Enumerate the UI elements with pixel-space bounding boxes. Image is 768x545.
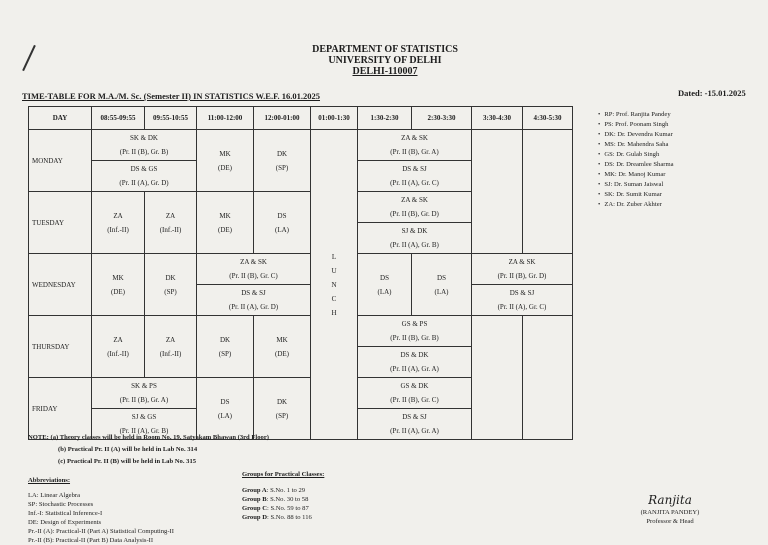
class-cell: DS & SJ (Pr. II (A), Gr. C) [358, 161, 472, 192]
class-cell: DK (SP) [254, 130, 311, 192]
class-cell: DK (SP) [145, 254, 197, 316]
empty-cell [523, 316, 573, 440]
signature-block [620, 492, 720, 526]
notes-section [28, 432, 269, 468]
university-address: DELHI-110007 [352, 66, 418, 77]
class-cell: ZA & SK (Pr. II (B), Gr. D) [472, 254, 573, 285]
class-cell: SJ & DK (Pr. II (A), Gr. B) [358, 223, 472, 254]
faculty-item: • ZA: Dr. Zuber Akhter [598, 200, 674, 210]
class-cell: DK (SP) [197, 316, 254, 378]
timetable-title: TIME-TABLE FOR M.A./M. Sc. (Semester II) IN STATISTICS W.E.F. 16.01.2025 [22, 91, 320, 101]
class-cell: ZA & SK (Pr. II (B), Gr. D) [358, 192, 472, 223]
group-item: Group B: S.No. 30 to 58 [242, 496, 309, 503]
signatory-role: Professor & Head [646, 518, 694, 525]
header-slot: 11:00-12:00 [197, 107, 254, 130]
note-a: (a) Theory classes will be held in Room No. 19, Satyakam Bhawan (3rd Floor) [50, 434, 269, 441]
abbreviation-item: DE: Design of Experiments [28, 519, 102, 526]
class-cell: GS & PS (Pr. II (B), Gr. B) [358, 316, 472, 347]
note-c: (c) Practical Pr. II (B) will be held in Lab No. 315 [58, 458, 197, 465]
abbreviations-section [28, 476, 174, 545]
class-cell: SJ & GS (Pr. II (A), Gr. B) [92, 409, 197, 440]
class-cell: ZA & SK (Pr. II (B), Gr. C) [197, 254, 311, 285]
wednesday-row [29, 254, 573, 285]
groups-section [242, 470, 324, 522]
class-cell: DK (SP) [254, 378, 311, 440]
abbreviation-item: LA: Linear Algebra [28, 492, 80, 499]
department-name: DEPARTMENT OF STATISTICS [312, 44, 458, 55]
abbreviation-item: Inf.-I: Statistical Inference-I [28, 510, 103, 517]
pen-mark [22, 45, 36, 71]
note-label: NOTE: [28, 434, 49, 441]
class-cell: DS & DK (Pr. II (A), Gr. A) [358, 347, 472, 378]
header-slot: 08:55-09:55 [92, 107, 145, 130]
class-cell: SK & DK (Pr. II (B), Gr. B) [92, 130, 197, 161]
timetable-grid [28, 106, 573, 440]
faculty-item: • DS: Dr. Dreamlee Sharma [598, 160, 674, 170]
header-slot: 1:30-2:30 [358, 107, 412, 130]
faculty-item: • RP: Prof. Ranjita Pandey [598, 110, 674, 120]
class-cell: ZA (Inf.-II) [145, 192, 197, 254]
signatory-name: (RANJITA PANDEY) [640, 509, 700, 516]
faculty-item: • MK: Dr. Manoj Kumar [598, 170, 674, 180]
header-slot: 2:30-3:30 [412, 107, 472, 130]
abbreviations-heading: Abbreviations: [28, 477, 71, 484]
faculty-item: • SK: Dr. Sumit Kumar [598, 190, 674, 200]
monday-row [29, 130, 573, 161]
header-slot: 01:00-1:30 [311, 107, 358, 130]
empty-cell [472, 316, 523, 440]
empty-cell [523, 130, 573, 254]
class-cell: GS & DK (Pr. II (B), Gr. C) [358, 378, 472, 409]
class-cell: MK (DE) [197, 130, 254, 192]
class-cell: MK (DE) [254, 316, 311, 378]
class-cell: MK (DE) [92, 254, 145, 316]
class-cell: DS & SJ (Pr. II (A), Gr. A) [358, 409, 472, 440]
faculty-legend [598, 110, 674, 210]
university-name: UNIVERSITY OF DELHI [328, 55, 442, 66]
class-cell: DS (LA) [358, 254, 412, 316]
class-cell: DS & SJ (Pr. II (A), Gr. D) [197, 285, 311, 316]
thursday-row [29, 316, 573, 347]
group-item: Group C: S.No. 59 to 87 [242, 505, 309, 512]
day-thursday: THURSDAY [29, 316, 92, 378]
class-cell: DS (LA) [412, 254, 472, 316]
abbreviation-item: Pr.-II (A): Practical-II (Part A) Statistical Computing-II [28, 528, 174, 535]
day-monday: MONDAY [29, 130, 92, 192]
class-cell: MK (DE) [197, 192, 254, 254]
class-cell: ZA (Inf.-II) [92, 316, 145, 378]
class-cell: ZA (Inf.-II) [145, 316, 197, 378]
class-cell: DS (LA) [197, 378, 254, 440]
note-b: (b) Practical Pr. II (A) will be held in Lab No. 314 [58, 446, 198, 453]
header-slot: 09:55-10:55 [145, 107, 197, 130]
class-cell: DS & GS (Pr. II (A), Gr. D) [92, 161, 197, 192]
faculty-item: • DK: Dr. Devendra Kumar [598, 130, 674, 140]
class-cell: ZA & SK (Pr. II (B), Gr. A) [358, 130, 472, 161]
header-slot: 3:30-4:30 [472, 107, 523, 130]
group-item: Group D: S.No. 88 to 116 [242, 514, 312, 521]
faculty-item: • GS: Dr. Gulab Singh [598, 150, 674, 160]
faculty-item: • PS: Prof. Poonam Singh [598, 120, 674, 130]
day-tuesday: TUESDAY [29, 192, 92, 254]
header-day: DAY [29, 107, 92, 130]
date-stamp: Dated: -15.01.2025 [678, 88, 746, 98]
header-slot: 4:30-5:30 [523, 107, 573, 130]
handwritten-signature: Ranjita [648, 493, 692, 507]
class-cell: DS (LA) [254, 192, 311, 254]
class-cell: SK & PS (Pr. II (B), Gr. A) [92, 378, 197, 409]
empty-cell [472, 130, 523, 254]
faculty-item: • MS: Dr. Mahendra Saha [598, 140, 674, 150]
faculty-item: • SJ: Dr. Suman Jaiswal [598, 180, 674, 190]
lunch-column: L U N C H [311, 130, 358, 440]
group-item: Group A: S.No. 1 to 29 [242, 487, 306, 494]
class-cell: DS & SJ (Pr. II (A), Gr. C) [472, 285, 573, 316]
class-cell: ZA (Inf.-II) [92, 192, 145, 254]
groups-heading: Groups for Practical Classes: [242, 471, 325, 478]
header-row [29, 107, 573, 130]
abbreviation-item: Pr.-II (B): Practical-II (Part B) Data Analysis-II [28, 537, 154, 544]
day-friday: FRIDAY [29, 378, 92, 440]
abbreviation-item: SP: Stochastic Processes [28, 501, 94, 508]
header-slot: 12:00-01:00 [254, 107, 311, 130]
day-wednesday: WEDNESDAY [29, 254, 92, 316]
